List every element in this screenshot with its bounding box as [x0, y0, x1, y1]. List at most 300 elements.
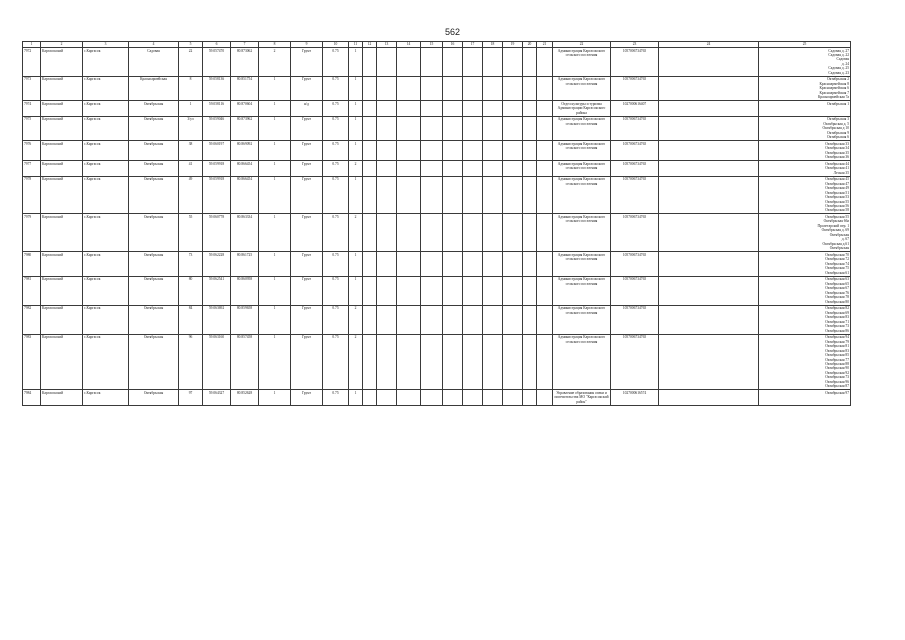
- area-cell: 0.75: [323, 214, 349, 252]
- address-line: Октябрьская д 10: [822, 126, 849, 131]
- empty-cell: [363, 76, 377, 100]
- empty-cell: [503, 276, 523, 305]
- row-number-cell: 7974: [23, 101, 41, 116]
- table-row: [23, 305, 851, 334]
- district-cell: Каргасокский: [41, 334, 83, 390]
- street-cell: Садовая: [129, 48, 179, 77]
- address-line: Октябрьская 55: [825, 199, 849, 204]
- address-line: Красноармейская 7: [819, 90, 849, 95]
- column-number-cell: 22: [553, 42, 611, 48]
- address-line: Октябрьская 65: [825, 281, 849, 286]
- empty-cell: [659, 276, 759, 305]
- address-line: Октябрьская 81: [825, 344, 849, 349]
- empty-cell: [523, 334, 537, 390]
- owner-cell: Отдел культуры и туризма Администрации Каргасокского района: [553, 101, 611, 116]
- address-line: Октябрьская 53: [825, 195, 849, 200]
- street-cell: Октябрьская: [129, 161, 179, 176]
- column-number-cell: 6: [203, 42, 231, 48]
- street-cell: Октябрьская: [129, 214, 179, 252]
- address-line: Октябрьская 33: [825, 141, 849, 146]
- owner-cell: Администрация Каргасокского сельского поселения: [553, 48, 611, 77]
- surface-cell: Грунт: [291, 116, 323, 140]
- row-number-cell: 7979: [23, 214, 41, 252]
- row-number-cell: 7972: [23, 48, 41, 77]
- bins-cell: 1: [349, 116, 363, 140]
- area-cell: 0.75: [323, 76, 349, 100]
- longitude-cell: 80.861725: [231, 252, 259, 276]
- district-cell: Каргасокский: [41, 214, 83, 252]
- house-cell: 55: [179, 214, 203, 252]
- empty-cell: [523, 176, 537, 214]
- area-cell: 0.75: [323, 176, 349, 214]
- address-line: Октябрьская 49: [825, 186, 849, 191]
- longitude-cell: 80.860958: [231, 276, 259, 305]
- empty-cell: [503, 305, 523, 334]
- address-line: Октябрьская 79: [825, 339, 849, 344]
- table-row: [23, 48, 851, 77]
- empty-cell: [377, 101, 397, 116]
- address-line: Пролетарский пер. 1: [817, 223, 849, 228]
- street-cell: Октябрьская: [129, 141, 179, 161]
- row-number-cell: 7981: [23, 276, 41, 305]
- longitude-cell: 80.866454: [231, 176, 259, 214]
- empty-cell: [443, 305, 463, 334]
- empty-cell: [483, 252, 503, 276]
- column-number-cell: 21: [537, 42, 553, 48]
- address-line: Лесная 35: [833, 170, 849, 175]
- empty-cell: [537, 334, 553, 390]
- empty-cell: [659, 214, 759, 252]
- longitude-cell: 80.873062: [231, 48, 259, 77]
- column-number-cell: 4: [129, 42, 179, 48]
- empty-cell: [503, 390, 523, 405]
- served-addresses-cell: [759, 176, 851, 214]
- served-addresses-cell: [759, 214, 851, 252]
- owner-cell: Администрация Каргасокского сельского поселения: [553, 161, 611, 176]
- empty-cell: [397, 141, 421, 161]
- empty-cell: [377, 252, 397, 276]
- empty-cell: [463, 161, 483, 176]
- empty-cell: [463, 276, 483, 305]
- empty-cell: [523, 116, 537, 140]
- count-cell: 1: [259, 76, 291, 100]
- empty-cell: [659, 176, 759, 214]
- empty-cell: [443, 390, 463, 405]
- table-row: [23, 390, 851, 405]
- empty-cell: [421, 141, 443, 161]
- empty-cell: [443, 161, 463, 176]
- latitude-cell: 59.059918: [203, 176, 231, 214]
- address-line: Октябрьская 94: [825, 335, 849, 340]
- empty-cell: [443, 176, 463, 214]
- address-line: Октябрьская 97: [825, 390, 849, 395]
- table-row: [23, 116, 851, 140]
- address-line: Октябрьская д. 69: [821, 228, 849, 233]
- street-cell: Октябрьская: [129, 334, 179, 390]
- settlement-cell: с.Каргасок: [83, 141, 129, 161]
- row-number-cell: 7980: [23, 252, 41, 276]
- column-number-cell: 3: [83, 42, 129, 48]
- served-addresses-cell: [759, 48, 851, 77]
- table-row: [23, 334, 851, 390]
- address-line: Октябрьская 85: [825, 353, 849, 358]
- area-cell: 0.75: [323, 334, 349, 390]
- empty-cell: [421, 116, 443, 140]
- area-cell: 0.75: [323, 276, 349, 305]
- address-line: Октябрьская 67: [825, 286, 849, 291]
- surface-cell: Грунт: [291, 334, 323, 390]
- settlement-cell: с.Каргасок: [83, 101, 129, 116]
- settlement-cell: с.Каргасок: [83, 252, 129, 276]
- empty-cell: [363, 305, 377, 334]
- address-line: Садовая д. 23: [828, 70, 849, 75]
- count-cell: 1: [259, 101, 291, 116]
- column-number-cell: 8: [259, 42, 291, 48]
- empty-cell: [503, 76, 523, 100]
- settlement-cell: с.Каргасок: [83, 161, 129, 176]
- empty-cell: [523, 390, 537, 405]
- empty-cell: [503, 116, 523, 140]
- ogrn-cell: 1027000616407: [611, 101, 659, 116]
- count-cell: 1: [259, 334, 291, 390]
- empty-cell: [483, 116, 503, 140]
- address-line: Садовая д. 27: [828, 48, 849, 53]
- ogrn-cell: 1057006734765: [611, 76, 659, 100]
- latitude-cell: 59.059046: [203, 116, 231, 140]
- empty-cell: [659, 390, 759, 405]
- empty-cell: [363, 116, 377, 140]
- latitude-cell: 59.062541: [203, 276, 231, 305]
- settlement-cell: с.Каргасок: [83, 214, 129, 252]
- empty-cell: [363, 161, 377, 176]
- count-cell: 1: [259, 214, 291, 252]
- bins-cell: 1: [349, 48, 363, 77]
- table-row: [23, 141, 851, 161]
- empty-cell: [537, 214, 553, 252]
- latitude-cell: 59.059918: [203, 161, 231, 176]
- address-line: Октябрьская 87: [825, 384, 849, 389]
- district-cell: Каргасокский: [41, 101, 83, 116]
- bins-cell: 1: [349, 101, 363, 116]
- address-line: Октябрьская 78: [825, 295, 849, 300]
- settlement-cell: с.Каргасок: [83, 48, 129, 77]
- address-line: Октябрьская 44: [825, 161, 849, 166]
- row-number-cell: 7984: [23, 390, 41, 405]
- count-cell: 1: [259, 161, 291, 176]
- empty-cell: [421, 305, 443, 334]
- column-number-cell: 11: [349, 42, 363, 48]
- longitude-cell: 80.851754: [231, 76, 259, 100]
- column-number-cell: 24: [659, 42, 759, 48]
- latitude-cell: 59.057470: [203, 48, 231, 77]
- empty-cell: [503, 101, 523, 116]
- bins-cell: 1: [349, 252, 363, 276]
- address-line: Октябрьская 92: [825, 370, 849, 375]
- address-line: Октябрьская 90: [825, 366, 849, 371]
- row-number-cell: 7976: [23, 141, 41, 161]
- empty-cell: [483, 176, 503, 214]
- house-cell: 8: [179, 76, 203, 100]
- empty-cell: [443, 48, 463, 77]
- house-cell: 38: [179, 141, 203, 161]
- count-cell: 2: [259, 48, 291, 77]
- surface-cell: Грунт: [291, 48, 323, 77]
- served-addresses-cell: [759, 161, 851, 176]
- empty-cell: [463, 334, 483, 390]
- empty-cell: [659, 334, 759, 390]
- served-addresses-cell: [759, 305, 851, 334]
- longitude-cell: 80.866454: [231, 161, 259, 176]
- street-cell: Октябрьская: [129, 276, 179, 305]
- empty-cell: [537, 276, 553, 305]
- empty-cell: [659, 48, 759, 77]
- empty-cell: [463, 116, 483, 140]
- empty-cell: [463, 390, 483, 405]
- empty-cell: [537, 116, 553, 140]
- ogrn-cell: 1057006734765: [611, 116, 659, 140]
- bins-cell: 1: [349, 76, 363, 100]
- address-line: Октябрьская 75: [825, 266, 849, 271]
- empty-cell: [503, 141, 523, 161]
- empty-cell: [483, 390, 503, 405]
- address-line: Октябрьская 66а: [823, 219, 849, 224]
- column-number-cell: 1: [23, 42, 41, 48]
- bins-cell: 1: [349, 390, 363, 405]
- address-line: Октябрьская 9: [827, 130, 849, 135]
- street-cell: Октябрьская: [129, 252, 179, 276]
- address-line: Октябрьская 47: [825, 181, 849, 186]
- empty-cell: [483, 141, 503, 161]
- ogrn-cell: 1057006734765: [611, 48, 659, 77]
- address-line: Октябрьская 45: [825, 177, 849, 182]
- empty-cell: [363, 276, 377, 305]
- served-addresses-cell: [759, 76, 851, 100]
- empty-cell: [503, 48, 523, 77]
- empty-cell: [503, 252, 523, 276]
- empty-cell: [537, 252, 553, 276]
- empty-cell: [463, 214, 483, 252]
- empty-cell: [523, 101, 537, 116]
- latitude-cell: 59.060197: [203, 141, 231, 161]
- owner-cell: Администрация Каргасокского сельского поселения: [553, 116, 611, 140]
- table-row: [23, 76, 851, 100]
- address-line: Октябрьская 51: [825, 190, 849, 195]
- address-line: д. 67: [841, 237, 849, 242]
- area-cell: 0.75: [323, 305, 349, 334]
- settlement-cell: с.Каргасок: [83, 334, 129, 390]
- surface-cell: Грунт: [291, 252, 323, 276]
- empty-cell: [483, 214, 503, 252]
- empty-cell: [443, 252, 463, 276]
- owner-cell: Администрация Каргасокского сельского поселения: [553, 334, 611, 390]
- empty-cell: [483, 276, 503, 305]
- row-number-cell: 7983: [23, 334, 41, 390]
- column-number-cell: 25: [759, 42, 851, 48]
- ogrn-cell: 1027000616574: [611, 390, 659, 405]
- empty-cell: [377, 305, 397, 334]
- empty-cell: [463, 48, 483, 77]
- address-line: Октябрьская 82: [825, 306, 849, 311]
- empty-cell: [537, 48, 553, 77]
- surface-cell: Грунт: [291, 305, 323, 334]
- longitude-cell: 80.859658: [231, 305, 259, 334]
- address-line: Октябрьская 96: [825, 379, 849, 384]
- empty-cell: [659, 141, 759, 161]
- owner-cell: Администрация Каргасокского сельского поселения: [553, 305, 611, 334]
- served-addresses-cell: [759, 116, 851, 140]
- ogrn-cell: 1057006734765: [611, 334, 659, 390]
- column-number-cell: 15: [421, 42, 443, 48]
- empty-cell: [483, 48, 503, 77]
- column-number-cell: 14: [397, 42, 421, 48]
- empty-cell: [443, 116, 463, 140]
- empty-cell: [397, 276, 421, 305]
- empty-cell: [537, 141, 553, 161]
- empty-cell: [523, 161, 537, 176]
- empty-cell: [421, 76, 443, 100]
- served-addresses-cell: [759, 101, 851, 116]
- column-number-cell: 2: [41, 42, 83, 48]
- empty-cell: [397, 334, 421, 390]
- row-number-cell: 7975: [23, 116, 41, 140]
- empty-cell: [363, 48, 377, 77]
- address-line: Октябрьская 71: [825, 319, 849, 324]
- empty-cell: [363, 101, 377, 116]
- empty-cell: [421, 161, 443, 176]
- settlement-cell: с.Каргасок: [83, 305, 129, 334]
- latitude-cell: 59.064327: [203, 390, 231, 405]
- settlement-cell: с.Каргасок: [83, 390, 129, 405]
- empty-cell: [363, 334, 377, 390]
- district-cell: Каргасокский: [41, 276, 83, 305]
- address-line: Октябрьская 76: [825, 290, 849, 295]
- house-cell: 41: [179, 161, 203, 176]
- address-line: Октябрьская д.61: [822, 241, 849, 246]
- column-number-cell: 12: [363, 42, 377, 48]
- empty-cell: [397, 390, 421, 405]
- column-number-cell: 9: [291, 42, 323, 48]
- bins-cell: 2: [349, 334, 363, 390]
- surface-cell: Грунт: [291, 276, 323, 305]
- empty-cell: [443, 276, 463, 305]
- house-cell: 80: [179, 276, 203, 305]
- count-cell: 1: [259, 252, 291, 276]
- count-cell: 1: [259, 305, 291, 334]
- empty-cell: [363, 214, 377, 252]
- column-number-cell: 17: [463, 42, 483, 48]
- empty-cell: [537, 161, 553, 176]
- empty-cell: [363, 390, 377, 405]
- empty-cell: [483, 101, 503, 116]
- served-addresses-cell: [759, 276, 851, 305]
- address-line: Октябрьская 35: [825, 150, 849, 155]
- empty-cell: [537, 305, 553, 334]
- house-cell: 3/ул: [179, 116, 203, 140]
- empty-cell: [443, 334, 463, 390]
- ogrn-cell: 1057006734765: [611, 305, 659, 334]
- empty-cell: [483, 161, 503, 176]
- empty-cell: [397, 305, 421, 334]
- empty-cell: [659, 116, 759, 140]
- empty-cell: [377, 161, 397, 176]
- row-number-cell: 7977: [23, 161, 41, 176]
- latitude-cell: 59.060778: [203, 214, 231, 252]
- empty-cell: [397, 252, 421, 276]
- district-cell: Каргасокский: [41, 48, 83, 77]
- district-cell: Каргасокский: [41, 116, 83, 140]
- address-line: Октябрьская 56: [825, 204, 849, 208]
- empty-cell: [397, 76, 421, 100]
- empty-cell: [363, 176, 377, 214]
- empty-cell: [397, 214, 421, 252]
- longitude-cell: 80.870604: [231, 101, 259, 116]
- address-line: Октябрьская 83: [825, 315, 849, 320]
- empty-cell: [463, 252, 483, 276]
- bins-cell: 1: [349, 276, 363, 305]
- district-cell: Каргасокский: [41, 176, 83, 214]
- bins-cell: 1: [349, 141, 363, 161]
- address-line: Октябрьская 72: [825, 257, 849, 262]
- empty-cell: [377, 116, 397, 140]
- row-number-cell: 7982: [23, 305, 41, 334]
- address-line: Октябрьская 86: [825, 328, 849, 333]
- district-cell: Каргасокский: [41, 141, 83, 161]
- empty-cell: [363, 252, 377, 276]
- surface-cell: Грунт: [291, 176, 323, 214]
- column-number-cell: 20: [523, 42, 537, 48]
- address-line: Октябрьская 80: [825, 299, 849, 304]
- count-cell: 1: [259, 176, 291, 214]
- address-line: Октябрьская 77: [825, 357, 849, 362]
- empty-cell: [463, 76, 483, 100]
- empty-cell: [377, 76, 397, 100]
- owner-cell: Администрация Каргасокского сельского поселения: [553, 141, 611, 161]
- empty-cell: [421, 390, 443, 405]
- empty-cell: [483, 305, 503, 334]
- empty-cell: [503, 161, 523, 176]
- empty-cell: [397, 161, 421, 176]
- column-number-cell: 19: [503, 42, 523, 48]
- settlement-cell: с.Каргасок: [83, 276, 129, 305]
- street-cell: Октябрьская: [129, 116, 179, 140]
- bins-cell: 2: [349, 305, 363, 334]
- empty-cell: [537, 176, 553, 214]
- longitude-cell: 80.869092: [231, 141, 259, 161]
- empty-cell: [463, 305, 483, 334]
- address-line: Красноармейская 7а: [817, 95, 849, 100]
- empty-cell: [377, 334, 397, 390]
- area-cell: 0.75: [323, 161, 349, 176]
- street-cell: Октябрьская: [129, 390, 179, 405]
- column-number-cell: 10: [323, 42, 349, 48]
- empty-cell: [523, 76, 537, 100]
- column-number-cell: 23: [611, 42, 659, 48]
- empty-cell: [421, 214, 443, 252]
- empty-cell: [523, 305, 537, 334]
- surface-cell: Грунт: [291, 390, 323, 405]
- table-row: [23, 101, 851, 116]
- address-line: Октябрьская 6: [827, 135, 849, 140]
- bins-cell: 1: [349, 176, 363, 214]
- area-cell: 0.75: [323, 141, 349, 161]
- house-cell: 49: [179, 176, 203, 214]
- empty-cell: [377, 390, 397, 405]
- address-line: Октябрьская 88: [825, 361, 849, 366]
- ogrn-cell: 1057006734765: [611, 276, 659, 305]
- longitude-cell: 80.863334: [231, 214, 259, 252]
- empty-cell: [523, 276, 537, 305]
- house-cell: 22: [179, 48, 203, 77]
